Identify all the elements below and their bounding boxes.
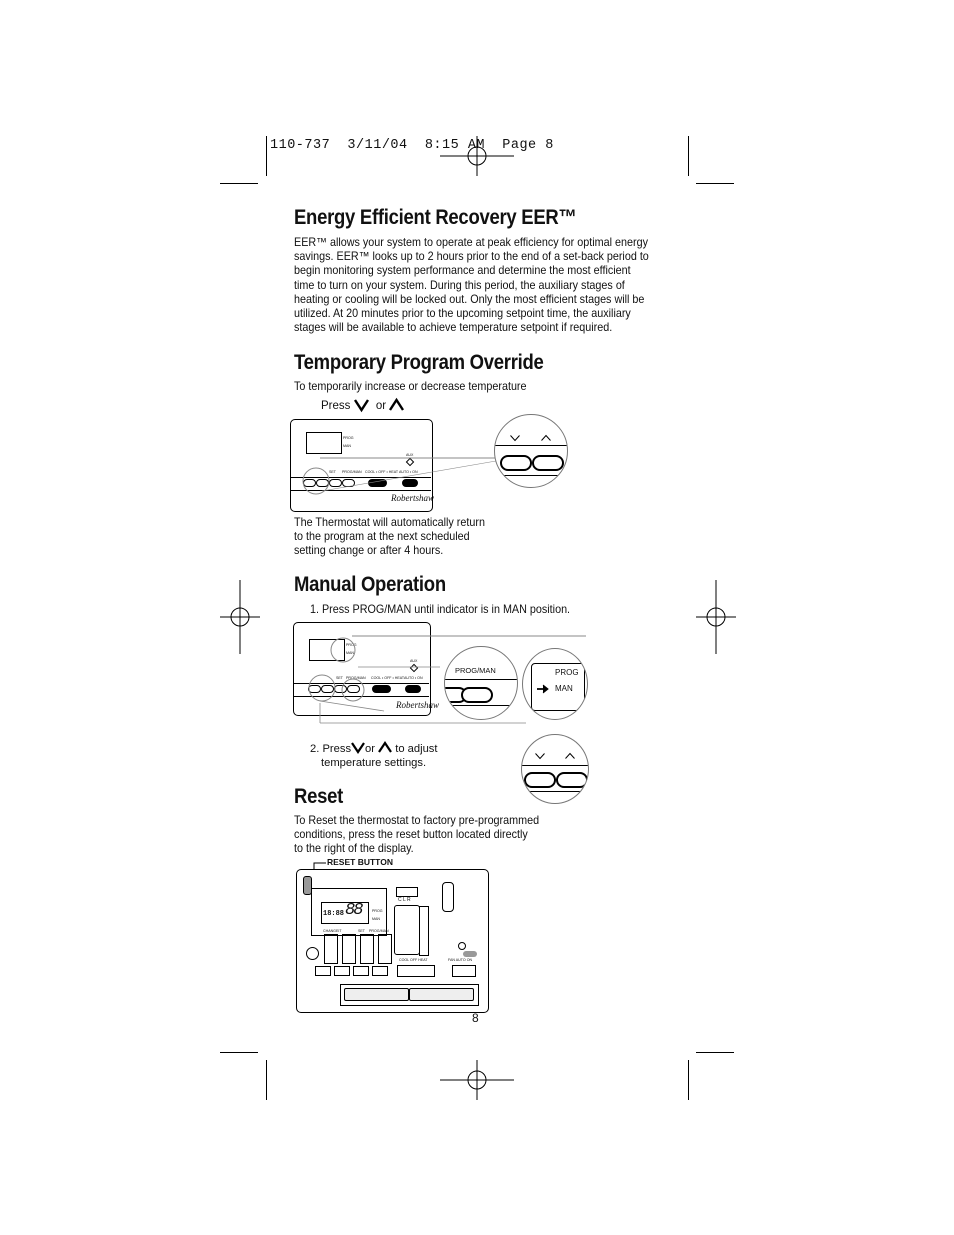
note-line: The Thermostat will automatically return xyxy=(294,516,485,529)
reset-button[interactable] xyxy=(306,947,319,960)
down-button-large[interactable] xyxy=(500,455,532,471)
clip xyxy=(442,882,454,912)
magnified-up-down-buttons xyxy=(494,414,568,488)
brand-logo: Robertshaw xyxy=(391,493,435,503)
step2-or: or xyxy=(365,743,375,755)
chevron-down-icon xyxy=(510,435,520,441)
man-indicator-label: MAN xyxy=(346,651,354,655)
eer-body xyxy=(294,236,666,335)
callout-prog-label: PROG xyxy=(555,668,579,677)
page-number: 8 xyxy=(472,1011,479,1025)
lcd-time: 18:88 xyxy=(323,910,345,918)
set-label: SET xyxy=(358,929,365,933)
progman-button-large[interactable] xyxy=(461,687,493,703)
crop-mark xyxy=(696,1052,734,1053)
eer-line: stages will be available to achieve temperature setpoint if required. xyxy=(294,321,613,335)
manual-step-1: 1. Press PROG/MAN until indicator is in MAN position. xyxy=(310,603,571,616)
chevron-up-icon xyxy=(389,399,404,411)
lcd-display xyxy=(306,432,342,454)
prog-indicator-label: PROG xyxy=(343,436,354,440)
manual-step-2 xyxy=(310,742,438,770)
section-title-manual: Manual Operation xyxy=(294,573,446,596)
note-line: to the program at the next scheduled xyxy=(294,530,470,544)
clr-terminal xyxy=(396,887,418,897)
callout-leader-lines xyxy=(310,455,510,495)
crop-mark xyxy=(266,136,267,176)
arrow-right-icon xyxy=(536,684,550,694)
indicator-light xyxy=(458,942,466,950)
press-instruction xyxy=(321,399,404,412)
button-stem xyxy=(342,934,356,964)
cool-off-heat-label: COOL • OFF • HEAT xyxy=(365,470,399,474)
step2-line1 xyxy=(310,742,438,756)
cool-off-heat-label: COOL • OFF • HEAT xyxy=(371,676,405,680)
chevron-down-icon xyxy=(351,742,365,753)
down-button[interactable] xyxy=(315,966,331,976)
chevron-up-icon xyxy=(565,753,575,759)
print-header: 110-737 3/11/04 8:15 AM Page 8 xyxy=(270,138,554,153)
eer-line: utilized. At 20 minutes prior to the upcoming setpoint time, the auxiliary xyxy=(294,307,631,321)
clr-label: C L R xyxy=(398,897,411,903)
jumper xyxy=(463,951,477,957)
aux-label: AUX xyxy=(406,453,414,457)
aux-label: AUX xyxy=(410,659,418,663)
crop-mark xyxy=(688,1060,689,1100)
crop-mark xyxy=(220,183,258,184)
press-label: Press xyxy=(321,400,351,412)
chevron-up-icon xyxy=(541,435,551,441)
reset-line: To Reset the thermostat to factory pre-programmed xyxy=(294,814,540,827)
registration-target-icon xyxy=(220,580,260,654)
section-title-reset: Reset xyxy=(294,785,344,808)
up-button-large[interactable] xyxy=(532,455,564,471)
fan-label: AUTO • ON xyxy=(404,676,423,680)
lcd-digits: 88 xyxy=(345,901,362,920)
section-title-eer: Energy Efficient Recovery EER™ xyxy=(294,206,577,229)
man-indicator-label: MAN xyxy=(372,917,380,921)
reset-button-label: RESET BUTTON xyxy=(327,857,393,867)
panel-line xyxy=(495,445,567,446)
prog-indicator-label: PROG xyxy=(372,909,383,913)
man-indicator-label: MAN xyxy=(343,444,351,448)
note-line: setting change or after 4 hours. xyxy=(294,544,444,558)
fan-switch[interactable] xyxy=(452,965,476,977)
chevron-up-icon xyxy=(378,742,392,753)
terminal-block xyxy=(394,905,420,955)
chevron-down-icon xyxy=(354,399,369,411)
up-button[interactable] xyxy=(334,966,350,976)
chevron-down-icon xyxy=(535,753,545,759)
step2-rest: to adjust xyxy=(395,743,438,755)
reset-line: to the right of the display. xyxy=(294,842,414,856)
panel-line xyxy=(522,765,588,766)
prog-indicator-label: PROG xyxy=(346,643,357,647)
reset-line: conditions, press the reset button located directly xyxy=(294,828,528,842)
registration-target-icon xyxy=(696,580,736,654)
panel-line xyxy=(445,679,517,680)
changeit-label: CHANGEIT xyxy=(323,929,342,933)
eer-line: begin monitoring system performance and determine the most efficient xyxy=(294,264,631,278)
magnified-indicator xyxy=(522,648,588,720)
thermostat-interior xyxy=(296,869,489,1013)
button-stem xyxy=(378,934,392,964)
panel-line xyxy=(495,475,567,476)
panel-line xyxy=(445,705,517,706)
fan-label: FAN AUTO ON xyxy=(448,958,473,962)
progman-label: PROG/MAN xyxy=(369,929,389,933)
crop-mark xyxy=(266,1060,267,1100)
eer-line: heating or cooling will be locked out. Only the most efficient stages will be xyxy=(294,292,645,306)
progman-button[interactable] xyxy=(372,966,388,976)
override-intro: To temporarily increase or decrease temperature xyxy=(294,380,527,393)
crop-mark xyxy=(220,1052,258,1053)
eer-line: savings. EER™ looks up to 2 hours prior to the end of a set-back period to xyxy=(294,250,649,264)
or-label: or xyxy=(375,400,387,412)
button-stem xyxy=(360,934,374,964)
battery xyxy=(409,988,474,1001)
eer-line: EER™ allows your system to operate at peak efficiency for optimal energy xyxy=(294,236,648,249)
brand-logo: Robertshaw xyxy=(396,700,440,710)
callout-man-label: MAN xyxy=(555,684,573,693)
set-label: SET xyxy=(329,470,336,474)
panel-line xyxy=(522,791,588,792)
crop-mark xyxy=(696,183,734,184)
fan-label: AUTO • ON xyxy=(399,470,418,474)
set-label: SET xyxy=(336,676,343,680)
up-button-large[interactable] xyxy=(556,772,588,788)
cool-off-heat-label: COOL OFF HEAT xyxy=(399,958,428,962)
override-note xyxy=(294,516,499,559)
eer-line: time to turn on your system. During this period, the auxiliary stages of xyxy=(294,278,625,292)
magnified-up-down-buttons xyxy=(521,734,589,804)
down-button-large[interactable] xyxy=(524,772,556,788)
reset-body xyxy=(294,814,554,857)
terminal-screws xyxy=(431,906,441,954)
progman-label: PROG/MAN xyxy=(346,676,366,680)
battery xyxy=(344,988,409,1001)
set-button[interactable] xyxy=(353,966,369,976)
terminal-strip xyxy=(419,906,429,956)
crop-mark xyxy=(688,136,689,176)
magnified-progman-button xyxy=(444,646,518,720)
step2-line2: temperature settings. xyxy=(321,757,427,769)
section-title-override: Temporary Program Override xyxy=(294,351,544,374)
button-stem xyxy=(324,934,338,964)
step2-press: 2. Press xyxy=(310,743,352,755)
registration-target-icon xyxy=(440,1060,514,1100)
progman-label: PROG/MAN xyxy=(342,470,362,474)
callout-progman-label: PROG/MAN xyxy=(455,666,496,675)
mode-switch[interactable] xyxy=(397,965,435,977)
